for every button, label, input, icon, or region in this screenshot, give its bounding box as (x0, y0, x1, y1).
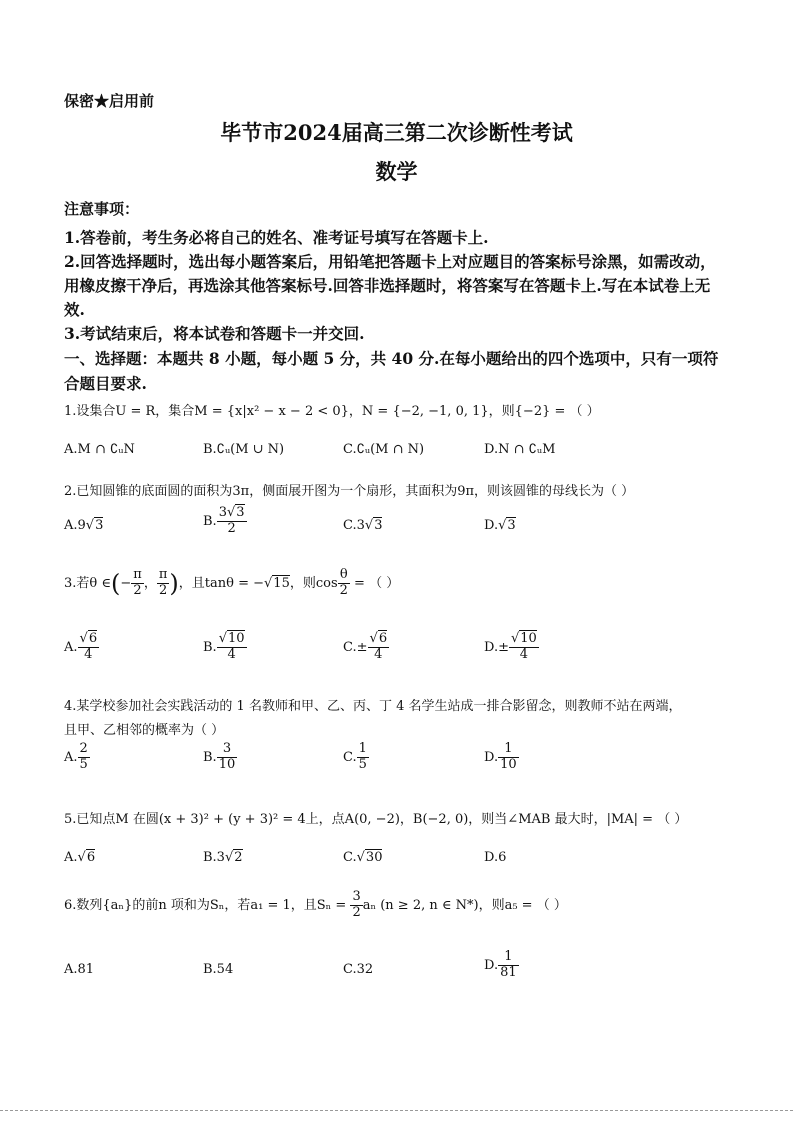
question-2-stem: 2.已知圆锥的底面圆的面积为3π，侧面展开图为一个扇形，其面积为9π，则该圆锥的母线长为（ ） (64, 484, 635, 499)
notice-heading: 注意事项： (64, 200, 140, 218)
exam-title: 毕节市2024届高三第二次诊断性考试 (220, 120, 573, 145)
radical-sign: √ (85, 518, 95, 533)
subject-title: 数学 (375, 159, 418, 184)
q5-option-a: A.√6 (64, 850, 96, 865)
confidential-label: 保密★启用前 (64, 92, 155, 110)
q4-option-d: D. $\frac{1}{10}$ (484, 741, 517, 772)
q2-option-d: D.√3 (484, 518, 516, 533)
fraction: $\frac{3√3}{2}$ (218, 505, 245, 536)
notice-item-2-cont: 用橡皮擦干净后，再选涂其他答案标号.回答非选择题时，将答案写在答题卡上.写在本试卷上无 (64, 276, 711, 295)
q3-option-b: B. $\frac{√10}{4}$ (203, 631, 245, 662)
notice-item-2: 2.回答选择题时，选出每小题答案后，用铅笔把答题卡上对应题目的答案标号涂黑，如需改动， (64, 252, 716, 271)
question-1-stem: 1.设集合U = R，集合M = {x|x² − x − 2 < 0}，N = {−2, −1, 0, 1}，则{−2} = （ ） (64, 404, 600, 419)
q3-option-c: C.± $\frac{√6}{4}$ (343, 631, 388, 662)
q6-option-b: B.54 (203, 962, 234, 977)
q5-option-d: D.6 (484, 850, 507, 865)
q4-option-a: A. $\frac{2}{5}$ (64, 741, 88, 772)
page-bottom-divider (0, 1110, 793, 1111)
fraction: $\frac{3}{2}$ (352, 889, 361, 920)
question-3-stem: 3.若θ ∈(− $\frac{\pi}{2}$ ， $\frac{\pi}{2}$ )，且tanθ = −√15，则cos $\frac{\theta}{2}$ = （ ） (64, 567, 400, 598)
notice-item-2-end: 效. (64, 300, 85, 319)
section-heading: 一、选择题：本题共 8 小题，每小题 5 分，共 40 分.在每小题给出的四个选项中，只有一项符 (64, 349, 719, 368)
question-4-stem: 4.某学校参加社会实践活动的 1 名教师和甲、乙、丙、丁 4 名学生站成一排合影留念，则教师不站在两端， (64, 699, 682, 714)
q1-option-d: D.N ∩ ∁ᵤM (484, 442, 556, 457)
q2-option-a: A.9√3 (64, 518, 104, 533)
question-4-stem-cont: 且甲、乙相邻的概率为（ ） (64, 723, 225, 738)
q1-option-c: C.∁ᵤ(M ∩ N) (343, 442, 425, 457)
question-5-stem: 5.已知点M 在圆(x + 3)² + (y + 3)² = 4上，点A(0, −2)，B(−2, 0)，则当∠MAB 最大时，|MA| = （ ） (64, 812, 688, 827)
notice-item-1: 1.答卷前，考生务必将自己的姓名、准考证号填写在答题卡上. (64, 228, 489, 247)
q2-option-c: C.3√3 (343, 518, 383, 533)
q1-option-a: A.M ∩ ∁ᵤN (64, 442, 135, 457)
q3-option-d: D.± $\frac{√10}{4}$ (484, 631, 537, 662)
q4-option-c: C. $\frac{1}{5}$ (343, 741, 367, 772)
notice-item-3: 3.考试结束后，将本试卷和答题卡一并交回. (64, 324, 365, 343)
q1-option-b: B.∁ᵤ(M ∪ N) (203, 442, 285, 457)
q5-option-b: B.3√2 (203, 850, 243, 865)
q3-option-a: A. $\frac{√6}{4}$ (64, 631, 98, 662)
q5-option-c: C.√30 (343, 850, 383, 865)
q2-option-b: B. $\frac{3√3}{2}$ (203, 505, 245, 536)
q6-option-d: D. $\frac{1}{81}$ (484, 949, 517, 980)
q4-option-b: B. $\frac{3}{10}$ (203, 741, 236, 772)
q6-option-c: C.32 (343, 962, 374, 977)
question-6-stem: 6.数列{aₙ}的前n 项和为Sₙ，若a₁ = 1，且Sₙ = $\frac{3}{2}$ aₙ (n ≥ 2, n ∈ N*)，则a₅ = （ ） (64, 889, 567, 920)
section-heading-cont: 合题目要求. (64, 374, 147, 393)
q6-option-a: A.81 (64, 962, 95, 977)
